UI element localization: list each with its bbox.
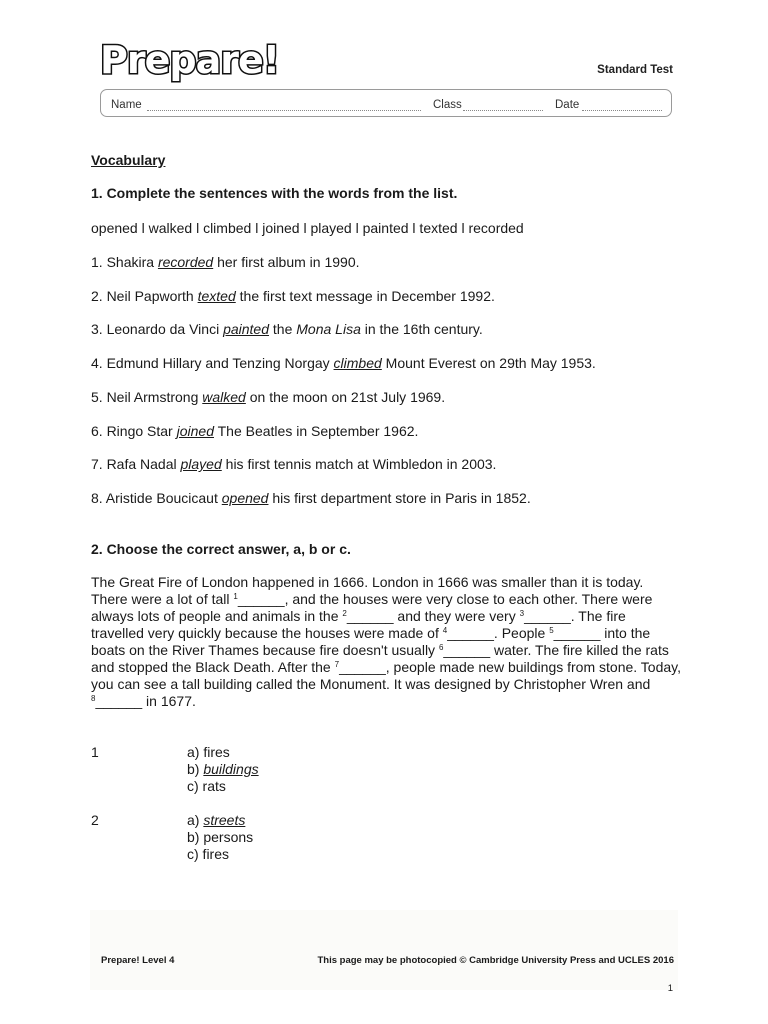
answer: joined (176, 423, 214, 439)
sentence-8: 8. Aristide Boucicaut opened his first department store in Paris in 1852. (91, 490, 531, 506)
page-number: 1 (667, 983, 673, 994)
exercise-2-title: 2. Choose the correct answer, a, b or c. (91, 541, 351, 557)
sentence-6: 6. Ringo Star joined The Beatles in September 1962. (91, 423, 419, 439)
option-a: a) fires (187, 744, 230, 760)
option-a: a) streets (187, 812, 246, 828)
question-2-options (187, 812, 253, 863)
option-b: b) buildings (187, 761, 259, 777)
exercise-1-title: 1. Complete the sentences with the words from the list. (91, 185, 458, 201)
sentence-4: 4. Edmund Hillary and Tenzing Norgay climbed Mount Everest on 29th May 1953. (91, 355, 596, 371)
name-label: Name (111, 99, 142, 111)
section-title: Vocabulary (91, 152, 166, 168)
answer: walked (202, 389, 246, 405)
question-2-number: 2 (91, 812, 99, 828)
sentence-7: 7. Rafa Nadal played his first tennis match at Wimbledon in 2003. (91, 456, 497, 472)
question-1-number: 1 (91, 744, 99, 760)
answer: climbed (333, 355, 382, 371)
sentence-5: 5. Neil Armstrong walked on the moon on 21st July 1969. (91, 389, 446, 405)
footer-band (90, 910, 678, 990)
student-info-box (100, 89, 672, 117)
answer: opened (221, 490, 269, 506)
name-line (147, 110, 421, 111)
painting-title: Mona Lisa (296, 321, 361, 337)
answer: texted (197, 288, 236, 304)
date-line (582, 110, 662, 111)
test-type-label: Standard Test (597, 64, 673, 76)
class-line (463, 110, 543, 111)
answer: painted (223, 321, 270, 337)
option-c: c) fires (187, 846, 229, 862)
answer: played (180, 456, 222, 472)
prepare-logo: Prepare! (100, 38, 280, 82)
word-list: opened l walked l climbed l joined l played l painted l texted l recorded (91, 220, 524, 236)
sentence-3: 3. Leonardo da Vinci painted the Mona Lisa in the 16th century. (91, 321, 483, 337)
footer-copyright: This page may be photocopied © Cambridge University Press and UCLES 2016 (317, 955, 674, 966)
question-1-options (187, 744, 259, 795)
sentence-2: 2. Neil Papworth texted the first text message in December 1992. (91, 288, 495, 304)
class-label: Class (433, 99, 462, 111)
answer: recorded (157, 254, 214, 270)
date-label: Date (555, 99, 580, 111)
option-c: c) rats (187, 778, 226, 794)
sentence-1: 1. Shakira recorded her first album in 1990. (91, 254, 360, 270)
option-b: b) persons (187, 829, 254, 845)
footer-level: Prepare! Level 4 (101, 955, 175, 966)
fire-of-london-passage: The Great Fire of London happened in 1666. London in 1666 was smaller than it is today. There were a lot of tall $^1$______, and the houses were very close to each other. There were always lots of people and animals in the $^2$______ and they were very $^3$______. The fire travelled very quickly because the houses were made of $^4$______. People $^5$______ into the boats on the River Thames because fire doesn't usually $^6$______ water. The fire killed the rats and stopped the Black Death. After the $^7$______, people made new buildings from stone. Today, you can see a tall building called the Monument. It was designed by Christopher Wren and $^8$______ in 1677. (91, 574, 681, 709)
